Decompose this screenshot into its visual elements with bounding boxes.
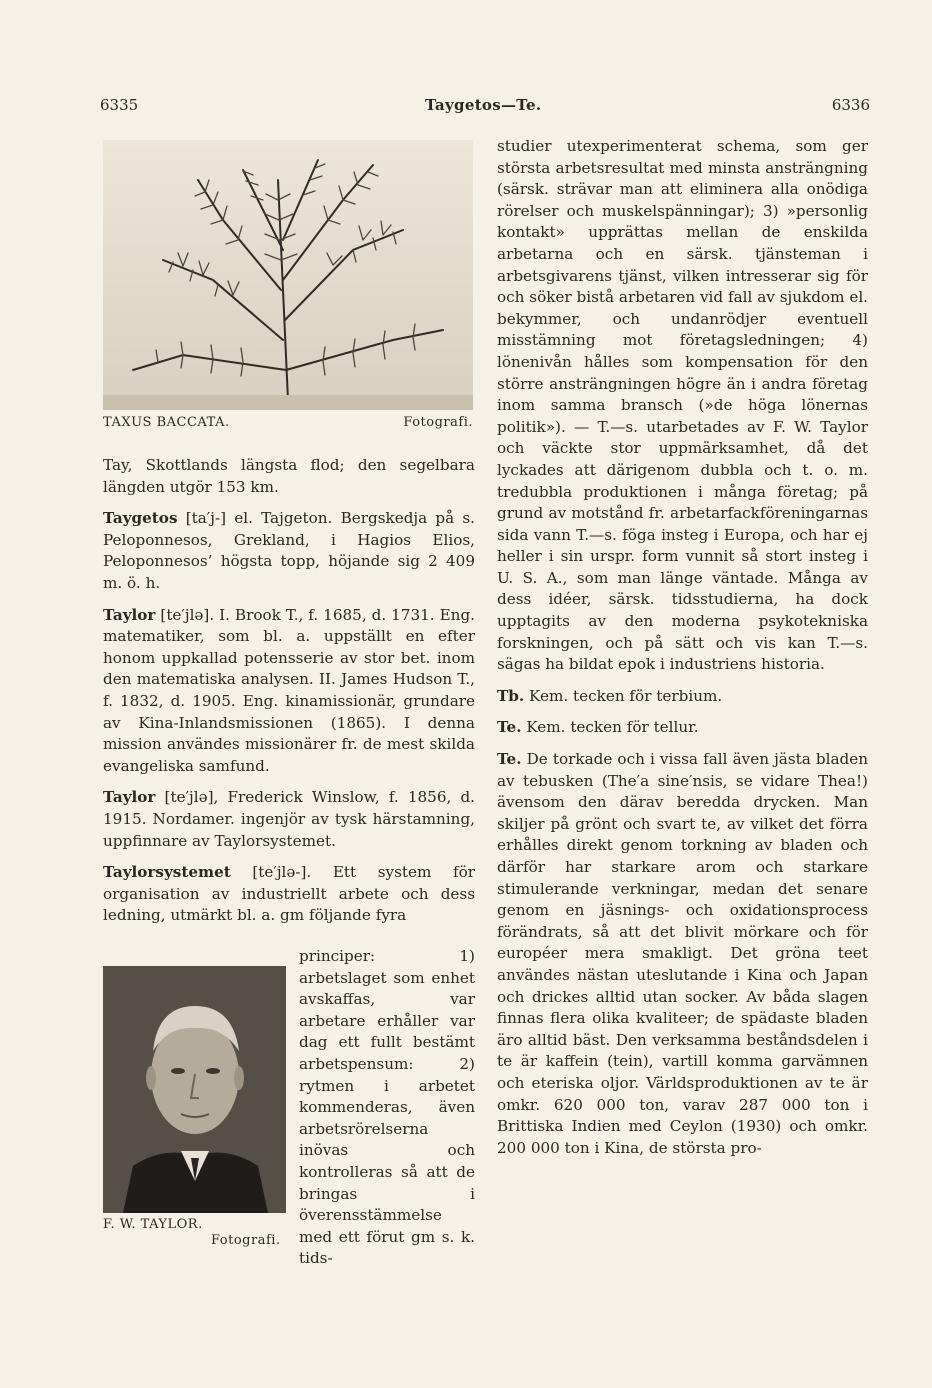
page-header — [100, 96, 870, 118]
entry-taylor-1: Taylor [te′jlə]. I. Brook T., f. 1685, d. 1731. Eng. matematiker, som bl. a. uppställt en efter honom uppkallad potensserie av stor bet. inom den matematiska analysen. II. James Hudson T., f. 1832, d. 1905. Eng. kinamissionär, grundare av Kina-Inlandsmissionen (1865). I denna mission användes missionärer fr. de mest skilda evangeliska samfund. — [103, 605, 476, 775]
headword-taylor-1: Taylor — [103, 605, 156, 624]
entry-tb: Tb. Kem. tecken för terbium. — [497, 686, 723, 705]
headword-taylor-2: Taylor — [103, 788, 156, 807]
left-column — [103, 455, 475, 927]
taxus-baccata-photo — [103, 140, 473, 410]
taylorsystemet-wrap-text: principer: 1) arbetslaget som enhet avskaffas, var arbetare erhåller var dag ett fullt bestämt arbetspensum: 2) rytmen i arbetet kommenderas, även arbetsrörelserna inövas och kontrolleras så att de bringas i överensstämmelse med ett förut gm s. k. tids- — [299, 947, 475, 1268]
taylor-portrait-photo — [103, 966, 286, 1213]
portrait-caption — [103, 1217, 288, 1249]
entry-te-2: Te. De torkade och i vissa fall även jästa bladen av tebusken (The′a sine′nsis, se vidare Thea!) ävensom den därav beredda drycken. Man skiljer på grönt och svart te, av vilket det förra erhålles direkt genom torkning av bladen och därför har starkare arom och starkare stimulerande verkningar, medan det senare genom en jäsnings- och oxidationsprocess förändrats, så att det blivit mörkare och för européer mera smakligt. Det gröna teet användes nästan uteslutande i Kina och Japan och drickes alltid utan socker. Av båda slagen finnas flera olika kvaliteer; de spädaste bladen äro alltid bäst. Den verksamma beståndsdelen i te är kaffein (tein), vartill komma garvämnen och eteriska oljor. Världsproduktionen av te är omkr. 620 000 ton, varav 287 000 ton i Brittiska Indien med Ceylon (1930) och omkr. 200 000 ton i Kina, de största pro- — [497, 750, 868, 1157]
taxus-caption — [103, 415, 473, 430]
entry-te-1: Te. Kem. tecken för tellur. — [497, 718, 699, 737]
right-column — [497, 136, 868, 1159]
entry-tay: Tay, Skottlands längsta flod; den segelbara längden utgör 153 km. — [103, 456, 475, 496]
headword-tb: Tb. — [497, 686, 525, 705]
headword-taylorsystemet: Taylorsystemet — [103, 863, 231, 882]
entry-taylor-2: Taylor [te′jlə], Frederick Winslow, f. 1856, d. 1915. Nordamer. ingenjör av tysk härstamning, uppfinnare av Taylorsystemet. — [103, 788, 475, 850]
running-title: Taygetos—Te. — [425, 96, 542, 114]
headword-te-2: Te. — [497, 750, 522, 769]
entry-taylorsystemet: Taylorsystemet [te′jlə-]. Ett system för organisation av industriellt arbete och dess ledning, utmärkt bl. a. gm följande fyra — [103, 863, 475, 925]
headword-taygetos: Taygetos — [103, 509, 178, 528]
left-page-number: 6335 — [100, 96, 139, 114]
taxus-caption-credit: Fotografi. — [403, 415, 473, 430]
taxus-caption-title: TAXUS BACCATA. — [103, 415, 230, 430]
entry-taygetos: Taygetos [ta′j-] el. Tajgeton. Bergskedja på s. Peloponnesos, Grekland, i Hagios Elios, Peloponnesos’ högsta topp, höjande sig 2 409 m. ö. h. — [103, 509, 476, 592]
portrait-caption-name: F. W. TAYLOR. — [103, 1217, 203, 1232]
headword-te-1: Te. — [497, 718, 522, 737]
portrait-caption-credit: Fotografi. — [211, 1233, 281, 1248]
right-page-number: 6336 — [831, 96, 870, 114]
entry-taylorsystemet-continued: studier utexperimenterat schema, som ger största arbetsresultat med minsta ansträngning (särsk. strävar man att eliminera alla onödiga rörelser och muskelspänningar); 3) »personlig kontakt» upprättas mellan de enskilda arbetarna och en särsk. tjänsteman i arbetsgivarens tjänst, vilken intresserar sig för och söker bistå arbetaren vid fall av sjukdom el. bekymmer, och undanrödjer eventuell misstämning mot företagsledningen; 4) lönenivån hålles som kompensation för den större ansträngningen högre än i andra företag inom samma bransch (»de höga lönernas politik»). — T.—s. utarbetades av F. W. Taylor och väckte stor uppmärksamhet, då det lyckades att därigenom dubbla och t. o. m. tredubbla produktionen i många företag; på grund av motstånd fr. arbetarfackföreningarnas sida vann T.—s. föga insteg i Europa, och har ej heller i sin urspr. form vunnit så stort insteg i U. S. A., som man länge väntade. Många av dess idéer, särsk. tidsstudierna, ha dock upptagits av den moderna psykotekniska forskningen, och på sätt och vis kan T.—s. sägas ha bildat epok i industriens historia. — [497, 137, 868, 674]
